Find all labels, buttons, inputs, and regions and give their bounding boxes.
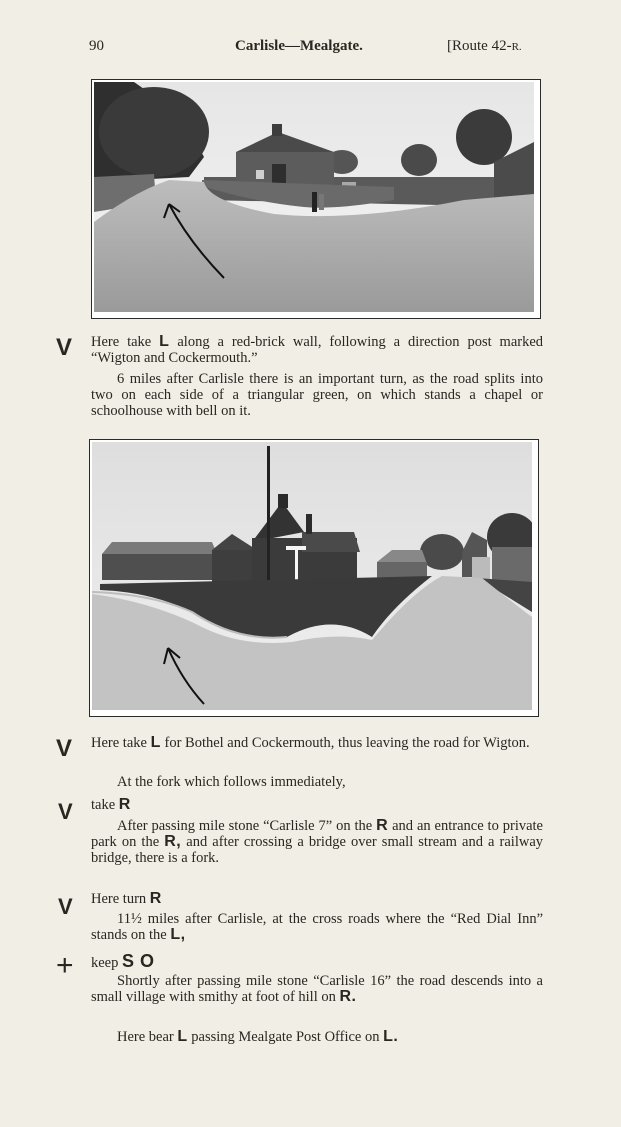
text-span: passing Mealgate Post Office on: [191, 1029, 380, 1045]
text-span: and after crossing a bridge over small stream and a railway bridge, there is a fork.: [91, 834, 544, 866]
text-span: Here bear: [117, 1029, 174, 1045]
direction-letters-so: S O: [122, 951, 155, 971]
text-span: take: [91, 797, 116, 813]
text-span: 11½ miles after Carlisle, at the cross roads where the “Red Dial Inn” stands on the: [91, 911, 543, 943]
route-reference: [447, 38, 522, 55]
direction-letter-r: R: [118, 796, 131, 813]
paragraph-instruction: [91, 1029, 543, 1045]
direction-letter-r: R: [149, 890, 162, 907]
direction-letter-l: L: [150, 734, 161, 751]
route-suffix: R.: [511, 41, 522, 53]
text-span: Shortly after passing mile stone “Carlisle 16” the road descends into a small village with smithy at foot of hill on: [91, 973, 543, 1005]
text-span: After passing mile stone “Carlisle 7” on the: [117, 818, 373, 834]
direction-letter-r: R: [376, 817, 389, 834]
text-span: and an entrance to private park on the: [91, 818, 543, 850]
page-number: 90: [89, 38, 104, 54]
direction-letter-r: R.: [339, 988, 357, 1005]
paragraph-description: [91, 911, 543, 943]
paragraph-instruction: [91, 735, 543, 751]
paragraph-description: At the fork which follows immediately,: [117, 774, 346, 790]
text-span: Here take: [91, 735, 147, 751]
direction-letter-l: L: [177, 1028, 188, 1045]
text-span: Here take: [91, 334, 152, 350]
text-span: for Bothel and Cockermouth, thus leaving the road for Wigton.: [164, 735, 530, 751]
text-span: Here turn: [91, 891, 147, 907]
direction-letter-l: L: [159, 333, 170, 350]
photo-lodge-fork: [91, 79, 541, 319]
running-header: [0, 38, 621, 60]
turn-marker: V: [56, 735, 73, 762]
turn-marker: V: [58, 894, 73, 919]
photo-chapel-green-image: [92, 442, 532, 710]
paragraph-description: [91, 973, 543, 1005]
turn-marker: V: [56, 334, 73, 361]
paragraph-instruction: [91, 953, 543, 971]
paragraph-instruction: [91, 797, 543, 813]
route-prefix: [Route 42-: [447, 38, 512, 54]
photo-chapel-green: [89, 439, 539, 717]
straight-on-marker: +: [56, 949, 74, 982]
paragraph-instruction: [91, 334, 543, 366]
paragraph-description: [91, 818, 543, 866]
direction-letter-l: L.: [383, 1028, 399, 1045]
photo-lodge-fork-image: [94, 82, 534, 312]
direction-letter-r: R,: [164, 833, 182, 850]
direction-letter-l: L,: [170, 926, 186, 943]
paragraph-description: 6 miles after Carlisle there is an important turn, as the road splits into two on each side of a triangular green, on which stands a chapel or schoolhouse with bell on it.: [91, 371, 543, 419]
text-span: along a red-brick wall, following a direction post marked “Wigton and Cockermouth.”: [91, 334, 544, 366]
paragraph-instruction: [91, 891, 543, 907]
running-title: Carlisle—Mealgate.: [235, 38, 363, 54]
text-span: keep: [91, 955, 119, 971]
turn-marker: V: [58, 799, 73, 824]
